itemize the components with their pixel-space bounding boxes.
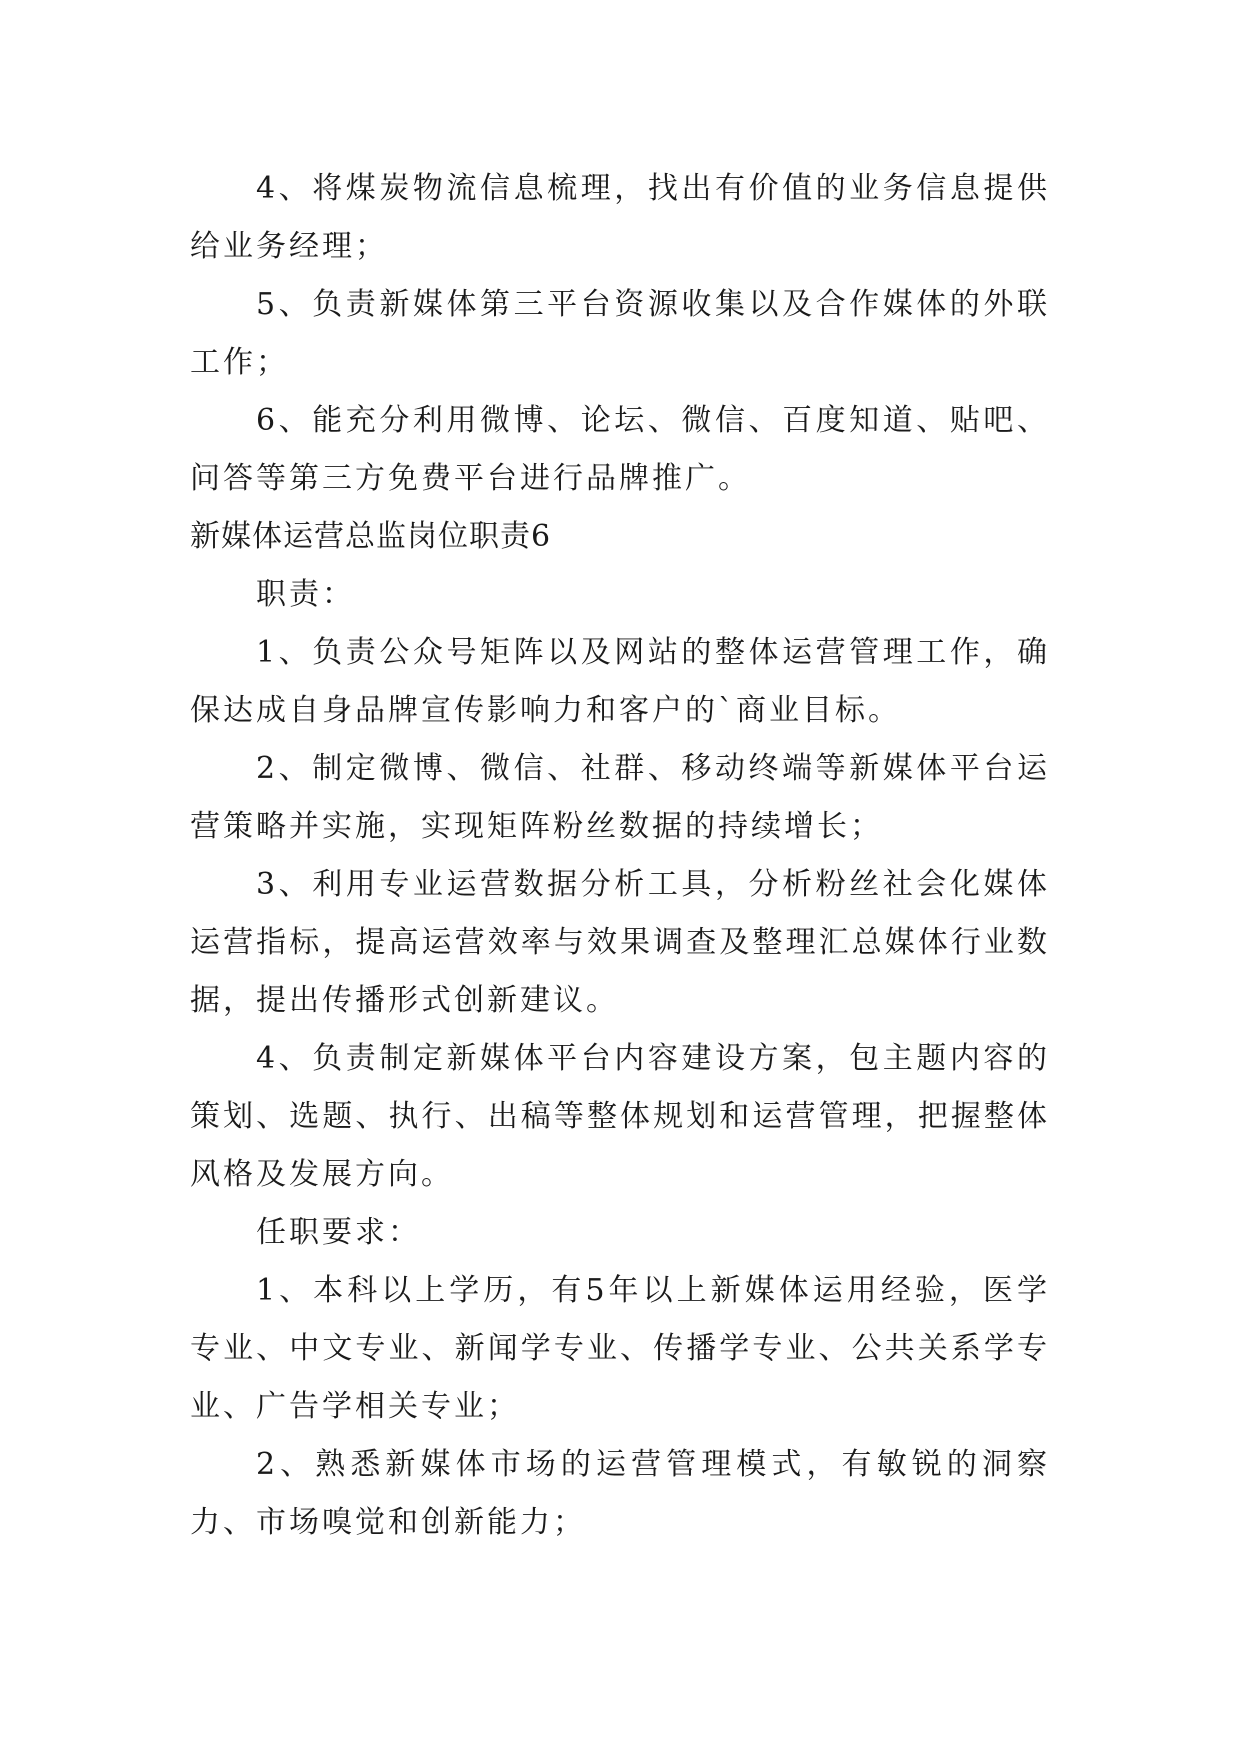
- document-body: [190, 160, 1050, 1552]
- section-heading: 新媒体运营总监岗位职责6: [190, 519, 552, 554]
- responsibility-item-4: 4、负责制定新媒体平台内容建设方案，包主题内容的策划、选题、执行、出稿等整体规划和运营管理，把握整体风格及发展方向。: [190, 1041, 1050, 1192]
- responsibility-item-2: 2、制定微博、微信、社群、移动终端等新媒体平台运营策略并实施，实现矩阵粉丝数据的持续增长；: [190, 751, 1050, 844]
- responsibility-item-1: 1、负责公众号矩阵以及网站的整体运营管理工作，确保达成自身品牌宣传影响力和客户的`商业目标。: [190, 635, 1050, 728]
- requirements-label: 任职要求：: [256, 1215, 421, 1250]
- responsibilities-label: 职责：: [256, 577, 355, 612]
- requirement-item-1: 1、本科以上学历，有5年以上新媒体运用经验，医学专业、中文专业、新闻学专业、传播学专业、公共关系学专业、广告学相关专业；: [190, 1273, 1050, 1424]
- duty-item-6: 6、能充分利用微博、论坛、微信、百度知道、贴吧、问答等第三方免费平台进行品牌推广。: [190, 403, 1050, 496]
- requirement-item-2: 2、熟悉新媒体市场的运营管理模式，有敏锐的洞察力、市场嗅觉和创新能力；: [190, 1447, 1050, 1540]
- responsibility-item-3: 3、利用专业运营数据分析工具，分析粉丝社会化媒体运营指标，提高运营效率与效果调查及整理汇总媒体行业数据，提出传播形式创新建议。: [190, 867, 1050, 1018]
- duty-item-4: 4、将煤炭物流信息梳理，找出有价值的业务信息提供给业务经理；: [190, 171, 1050, 264]
- duty-item-5: 5、负责新媒体第三平台资源收集以及合作媒体的外联工作；: [190, 287, 1050, 380]
